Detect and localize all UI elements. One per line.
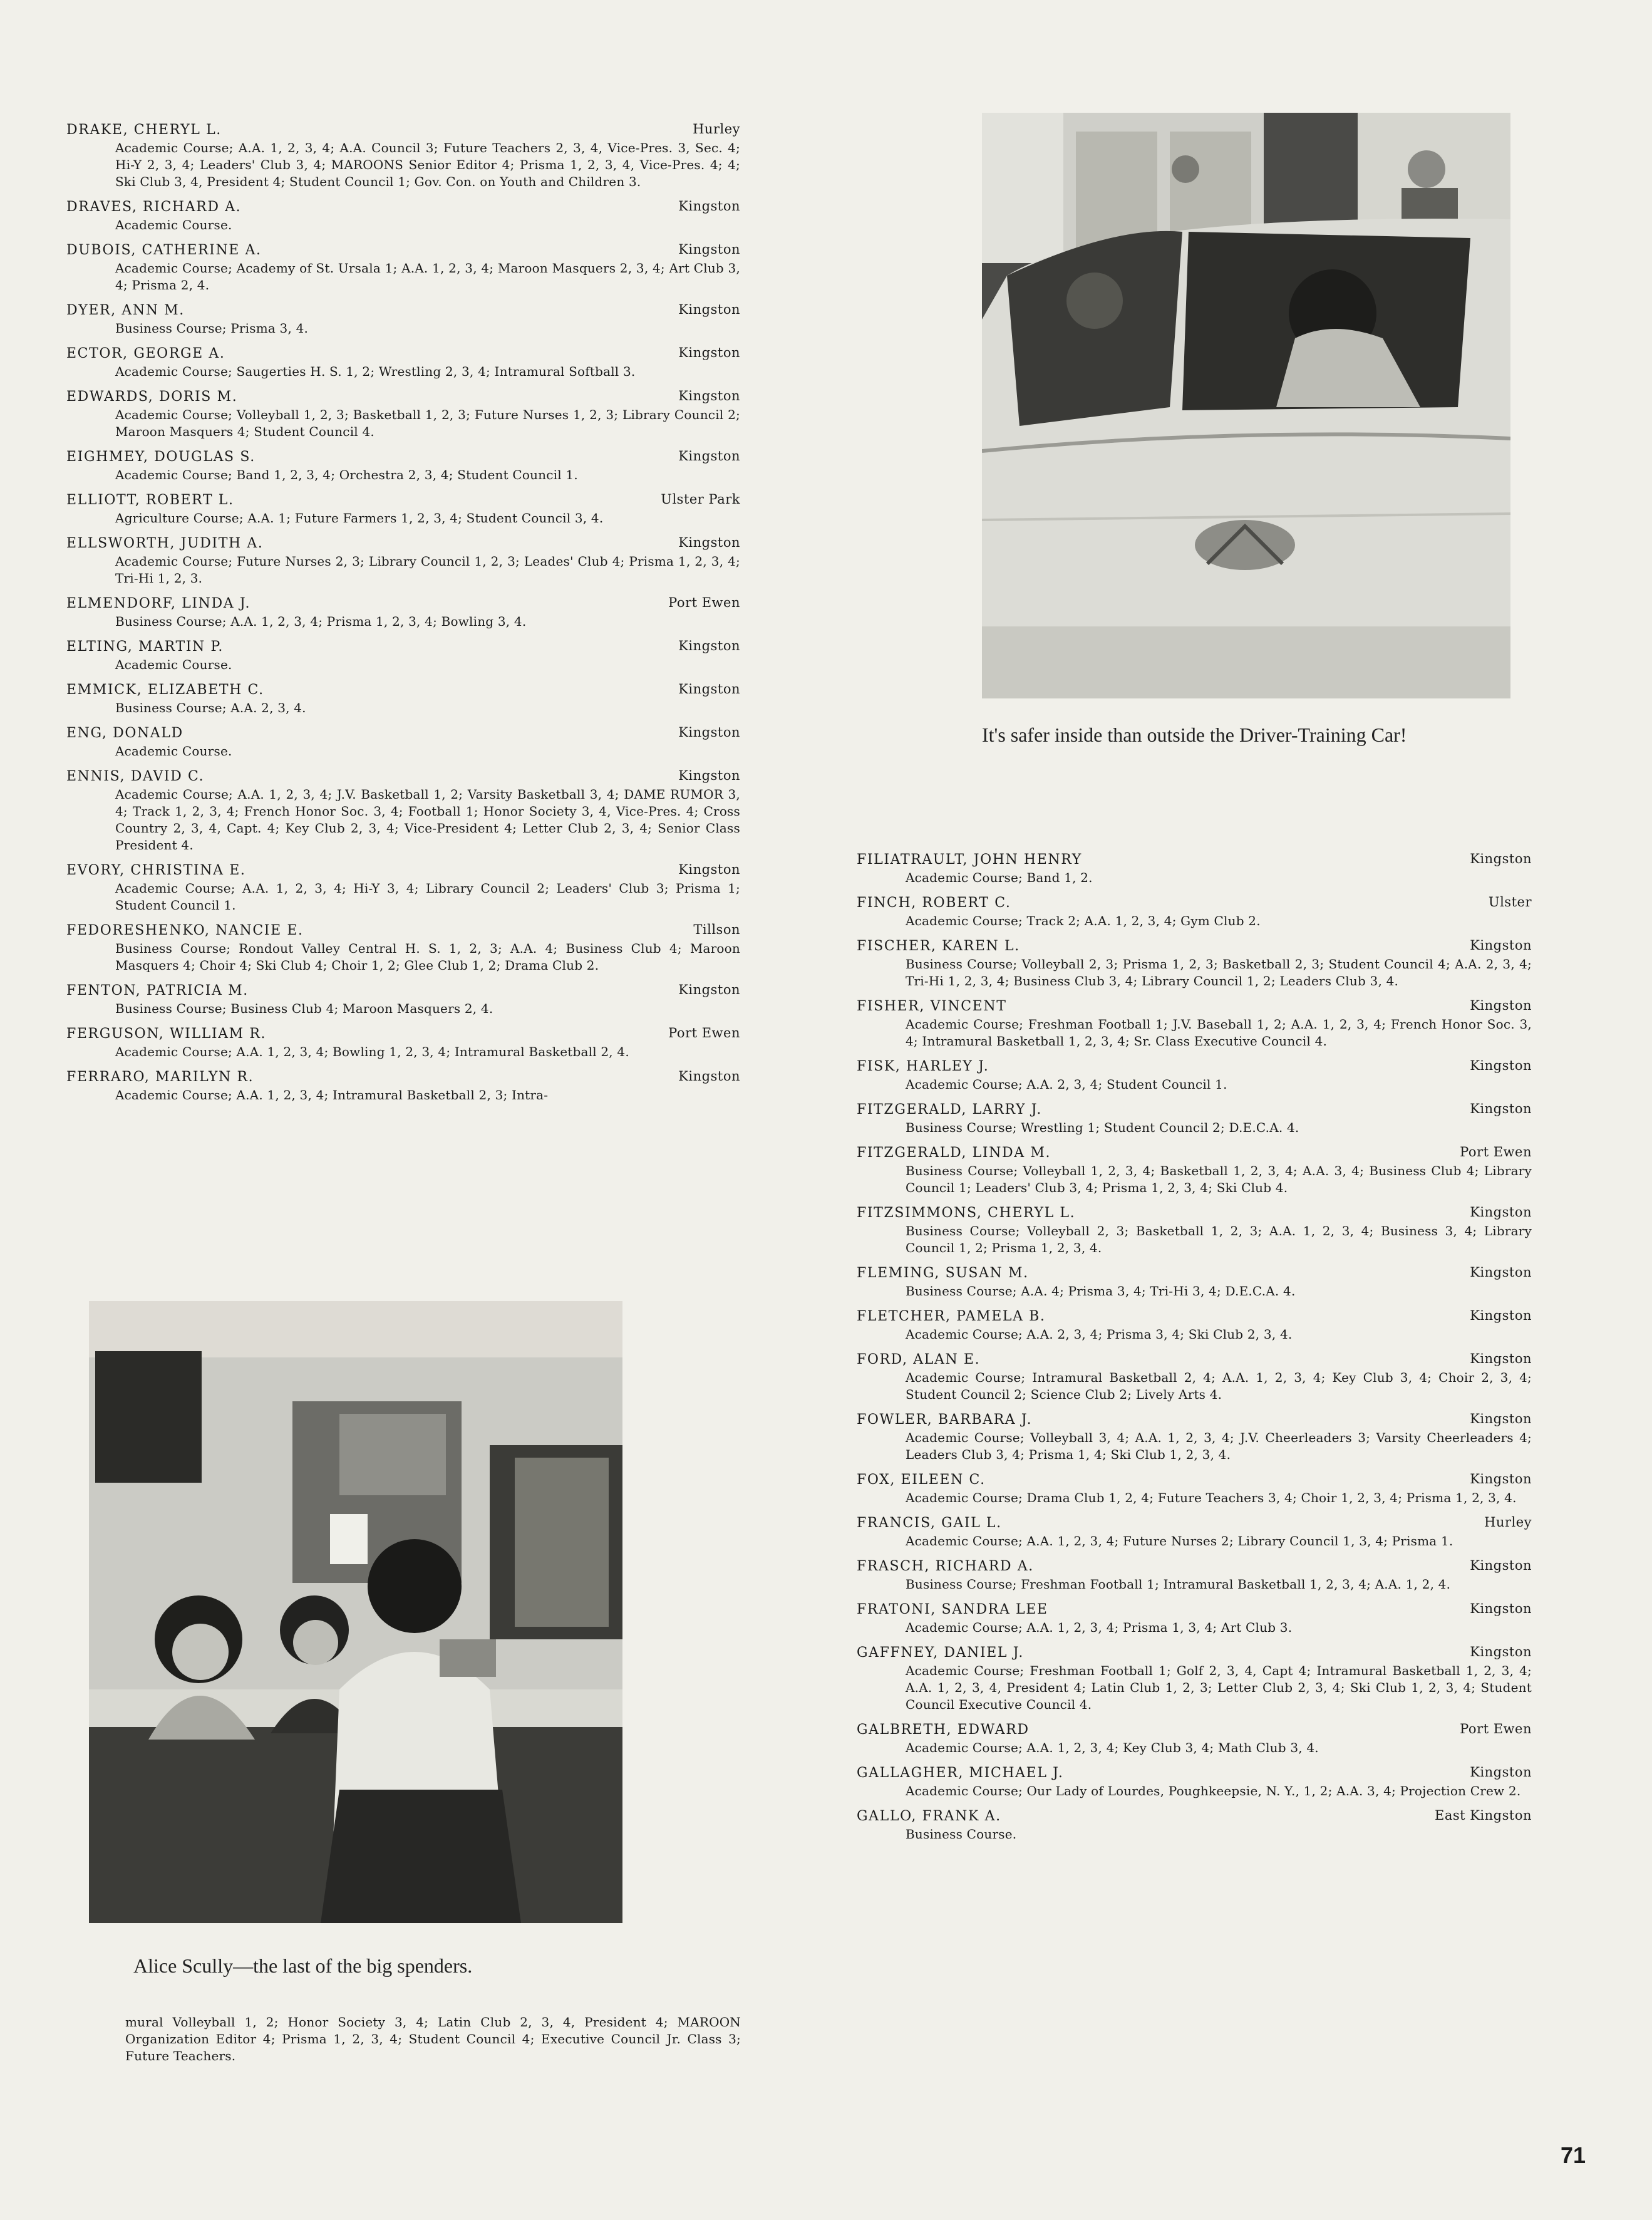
senior-activities: Academic Course; A.A. 1, 2, 3, 4; Key Club 3, 4; Math Club 3, 4.: [906, 1740, 1319, 1755]
senior-activities: Academic Course; A.A. 1, 2, 3, 4; Prisma 1, 3, 4; Art Club 3.: [906, 1620, 1293, 1635]
senior-entry: [66, 345, 740, 380]
senior-entry: [66, 241, 740, 294]
senior-entry: [857, 1307, 1532, 1343]
senior-entry: [66, 491, 740, 527]
senior-activities: Business Course; Volleyball 1, 2, 3, 4; Basketball 1, 2, 3, 4; A.A. 3, 4; Business Club 4; Library Council 1; Leaders' Club 3, 4; Prisma 1, 2, 3, 4; Ski Club 4.: [906, 1163, 1532, 1195]
senior-entry: [66, 198, 740, 234]
page-number: 71: [1561, 2142, 1586, 2168]
senior-entry: [66, 121, 740, 190]
senior-hometown: Kingston: [678, 768, 740, 783]
senior-entry: [857, 1807, 1532, 1843]
senior-activities: Academic Course.: [115, 217, 232, 232]
senior-entry: [66, 388, 740, 440]
senior-entry: [857, 1471, 1532, 1507]
senior-activities: Business Course.: [906, 1827, 1017, 1842]
senior-activities: Agriculture Course; A.A. 1; Future Farmers 1, 2, 3, 4; Student Council 3, 4.: [115, 511, 604, 526]
senior-entry: [66, 767, 740, 854]
senior-name: FORD, ALAN E.: [857, 1352, 981, 1367]
senior-entry: [857, 1144, 1532, 1196]
senior-entry: [857, 1101, 1532, 1136]
senior-entry: [857, 1204, 1532, 1257]
senior-entry: [66, 638, 740, 673]
senior-name: FENTON, PATRICIA M.: [66, 983, 249, 998]
senior-name: GALBRETH, EDWARD: [857, 1722, 1030, 1738]
senior-entry: [857, 1264, 1532, 1300]
senior-name: ELLSWORTH, JUDITH A.: [66, 536, 264, 551]
senior-name: DUBOIS, CATHERINE A.: [66, 242, 262, 258]
senior-hometown: Kingston: [1470, 1058, 1532, 1073]
senior-name: FINCH, ROBERT C.: [857, 895, 1011, 911]
senior-name: EMMICK, ELIZABETH C.: [66, 682, 264, 698]
senior-activities: Academic Course; Saugerties H. S. 1, 2; Wrestling 2, 3, 4; Intramural Softball 3.: [115, 364, 636, 379]
senior-activities: Academic Course; Academy of St. Ursala 1; A.A. 1, 2, 3, 4; Maroon Masquers 2, 3, 4; Art Club 3, 4; Prisma 2, 4.: [115, 261, 740, 293]
senior-hometown: Kingston: [678, 535, 740, 550]
senior-name: DRAKE, CHERYL L.: [66, 122, 222, 138]
senior-hometown: East Kingston: [1435, 1808, 1532, 1823]
senior-activities: Business Course; A.A. 1, 2, 3, 4; Prisma 1, 2, 3, 4; Bowling 3, 4.: [115, 614, 527, 629]
senior-hometown: Kingston: [678, 682, 740, 697]
senior-entry: [66, 681, 740, 717]
senior-activities: Academic Course; A.A. 1, 2, 3, 4; Intramural Basketball 2, 3; Intra-: [115, 1087, 549, 1102]
senior-activities: Academic Course; A.A. 1, 2, 3, 4; Future Nurses 2; Library Council 1, 3, 4; Prisma 1.: [906, 1533, 1453, 1548]
senior-hometown: Kingston: [1470, 1411, 1532, 1426]
senior-hometown: Port Ewen: [668, 1025, 740, 1040]
senior-entry: [857, 851, 1532, 886]
senior-hometown: Kingston: [678, 242, 740, 257]
store-counter-photo: [89, 1301, 622, 1923]
senior-name: FLETCHER, PAMELA B.: [857, 1309, 1046, 1324]
senior-activities: Academic Course; Future Nurses 2, 3; Library Council 1, 2, 3; Leades' Club 4; Prisma 1, 2, 3, 4; Tri-Hi 1, 2, 3.: [115, 554, 740, 586]
senior-activities: Academic Course; A.A. 2, 3, 4; Student Council 1.: [906, 1077, 1227, 1092]
senior-name: FEDORESHENKO, NANCIE E.: [66, 923, 304, 938]
senior-entry: [857, 1600, 1532, 1636]
senior-entry: [857, 1644, 1532, 1713]
senior-activities: Business Course; Volleyball 2, 3; Prisma 1, 2, 3; Basketball 2, 3; Student Council 4; A.A. 2, 3, 4; Tri-Hi 1, 2, 3, 4; Business Club 3, 4; Library Council 1, 2; Leaders Club 3, 4.: [906, 957, 1532, 988]
senior-activities: Business Course; Business Club 4; Maroon Masquers 2, 4.: [115, 1001, 493, 1016]
senior-activities: Academic Course; Band 1, 2, 3, 4; Orchestra 2, 3, 4; Student Council 1.: [115, 467, 578, 482]
senior-entry: [857, 1351, 1532, 1403]
senior-activities: Business Course; A.A. 4; Prisma 3, 4; Tri-Hi 3, 4; D.E.C.A. 4.: [906, 1284, 1296, 1299]
senior-hometown: Kingston: [678, 638, 740, 653]
senior-name: FITZSIMMONS, CHERYL L.: [857, 1205, 1076, 1221]
senior-hometown: Kingston: [678, 199, 740, 214]
senior-entry: [66, 982, 740, 1017]
senior-name: ELMENDORF, LINDA J.: [66, 596, 251, 611]
senior-name: FISCHER, KAREN L.: [857, 938, 1020, 954]
senior-entry: [66, 301, 740, 337]
senior-entry: [66, 1025, 740, 1061]
senior-name: FOX, EILEEN C.: [857, 1472, 986, 1488]
senior-name: ECTOR, GEORGE A.: [66, 346, 225, 361]
senior-entry: [66, 1068, 740, 1104]
entries-right-column: [857, 851, 1532, 1850]
senior-entry: [66, 534, 740, 587]
senior-name: FERGUSON, WILLIAM R.: [66, 1026, 267, 1042]
senior-hometown: Port Ewen: [1460, 1144, 1532, 1159]
senior-hometown: Kingston: [1470, 1765, 1532, 1780]
senior-entry: [857, 1557, 1532, 1593]
senior-activities: Academic Course; Volleyball 3, 4; A.A. 1, 2, 3, 4; J.V. Cheerleaders 3; Varsity Cheerleaders 4; Leaders Club 3, 4; Prisma 1, 4; Ski Club 1, 2, 3, 4.: [906, 1430, 1532, 1462]
senior-entry: [857, 1057, 1532, 1093]
senior-activities: Academic Course; A.A. 1, 2, 3, 4; A.A. Council 3; Future Teachers 2, 3, 4, Vice-Pres. 3, Sec. 4; Hi-Y 2, 3, 4; Leaders' Club 3, 4; MAROONS Senior Editor 4; Prisma 1, 2, 3, 4, Vice-Pres. 4; 4; Ski Club 3, 4, President 4; Student Council 1; Gov. Con. on Youth and Children 3.: [115, 140, 740, 189]
senior-hometown: Kingston: [678, 449, 740, 464]
senior-hometown: Kingston: [1470, 1351, 1532, 1366]
senior-entry: [66, 921, 740, 974]
senior-hometown: Kingston: [1470, 1601, 1532, 1616]
senior-hometown: Kingston: [1470, 1558, 1532, 1573]
senior-hometown: Kingston: [1470, 1265, 1532, 1280]
senior-entry: [857, 1514, 1532, 1550]
senior-entry: [857, 997, 1532, 1050]
senior-name: GALLAGHER, MICHAEL J.: [857, 1765, 1064, 1781]
senior-hometown: Kingston: [1470, 1471, 1532, 1486]
driver-training-car-photo: [982, 113, 1510, 698]
senior-activities: Academic Course; Freshman Football 1; J.V. Baseball 1, 2; A.A. 1, 2, 3, 4; French Honor Soc. 3, 4; Intramural Basketball 1, 2, 3, 4; Sr. Class Executive Council 4.: [906, 1017, 1532, 1049]
senior-hometown: Port Ewen: [668, 595, 740, 610]
senior-activities: Academic Course; Our Lady of Lourdes, Poughkeepsie, N. Y., 1, 2; A.A. 3, 4; Projection Crew 2.: [906, 1783, 1521, 1798]
senior-hometown: Kingston: [1470, 1308, 1532, 1323]
counter-photo-illustration: [89, 1301, 622, 1923]
senior-activities: Academic Course; Intramural Basketball 2, 4; A.A. 1, 2, 3, 4; Key Club 3, 4; Choir 2, 3, 4; Student Council 2; Science Club 2; Lively Arts 4.: [906, 1370, 1532, 1402]
senior-name: FRASCH, RICHARD A.: [857, 1559, 1034, 1574]
senior-hometown: Kingston: [1470, 938, 1532, 953]
senior-activities: Business Course; A.A. 2, 3, 4.: [115, 700, 306, 715]
senior-activities: Academic Course; A.A. 1, 2, 3, 4; J.V. Basketball 1, 2; Varsity Basketball 3, 4; DAME RUMOR 3, 4; Track 1, 2, 3, 4; French Honor Soc. 3, 4; Football 1; Honor Society 3, 4, Vice-Pres. 4; Cross Country 2, 3, 4, Capt. 4; Key Club 2, 3, 4; Vice-President 4; Letter Club 2, 3, 4; Senior Class President 4.: [115, 787, 740, 853]
senior-name: FILIATRAULT, JOHN HENRY: [857, 852, 1082, 868]
car-photo-illustration: [982, 113, 1510, 698]
senior-name: FOWLER, BARBARA J.: [857, 1412, 1033, 1428]
senior-entry: [66, 594, 740, 630]
senior-activities: Academic Course; A.A. 1, 2, 3, 4; Hi-Y 3, 4; Library Council 2; Leaders' Club 3; Prisma 1; Student Council 1.: [115, 881, 740, 913]
senior-hometown: Hurley: [693, 122, 740, 137]
senior-entry: [66, 861, 740, 914]
senior-name: GALLO, FRANK A.: [857, 1808, 1001, 1824]
senior-name: ENNIS, DAVID C.: [66, 769, 205, 784]
senior-hometown: Kingston: [678, 345, 740, 360]
senior-name: FERRARO, MARILYN R.: [66, 1069, 254, 1085]
senior-name: FRATONI, SANDRA LEE: [857, 1602, 1048, 1617]
counter-photo-caption: Alice Scully—the last of the big spenders.: [133, 1954, 473, 1977]
senior-name: FITZGERALD, LINDA M.: [857, 1145, 1051, 1161]
senior-name: FRANCIS, GAIL L.: [857, 1515, 1002, 1531]
senior-name: ENG, DONALD: [66, 725, 183, 741]
senior-name: ELTING, MARTIN P.: [66, 639, 224, 655]
senior-name: FISHER, VINCENT: [857, 998, 1007, 1014]
senior-hometown: Kingston: [1470, 998, 1532, 1013]
senior-entry: [857, 894, 1532, 930]
senior-activities: Business Course; Prisma 3, 4.: [115, 321, 309, 336]
entries-left-column: [66, 121, 740, 1111]
senior-name: EIGHMEY, DOUGLAS S.: [66, 449, 256, 465]
senior-hometown: Ulster Park: [661, 492, 740, 507]
senior-activities: Academic Course.: [115, 744, 232, 759]
senior-name: GAFFNEY, DANIEL J.: [857, 1645, 1025, 1661]
car-photo-caption: It's safer inside than outside the Driver-Training Car!: [982, 724, 1407, 746]
senior-entry: [66, 724, 740, 760]
senior-activities: Business Course; Volleyball 2, 3; Basketball 1, 2, 3; A.A. 1, 2, 3, 4; Business 3, 4; Library Council 1, 2; Prisma 1, 2, 3, 4.: [906, 1223, 1532, 1255]
senior-name: FISK, HARLEY J.: [857, 1059, 989, 1074]
senior-entry: [857, 1411, 1532, 1463]
senior-activities: Academic Course; Volleyball 1, 2, 3; Basketball 1, 2, 3; Future Nurses 1, 2, 3; Library Council 2; Maroon Masquers 4; Student Council 4.: [115, 407, 740, 439]
senior-hometown: Hurley: [1484, 1515, 1532, 1530]
senior-entry: [857, 1721, 1532, 1756]
senior-hometown: Kingston: [678, 862, 740, 877]
senior-entry: [66, 448, 740, 484]
senior-hometown: Kingston: [678, 388, 740, 403]
senior-name: FLEMING, SUSAN M.: [857, 1265, 1029, 1281]
senior-activities: Academic Course; Band 1, 2.: [906, 870, 1093, 885]
senior-hometown: Kingston: [1470, 1205, 1532, 1220]
senior-name: DYER, ANN M.: [66, 303, 185, 318]
senior-hometown: Kingston: [678, 302, 740, 317]
senior-activities: Academic Course; Drama Club 1, 2, 4; Future Teachers 3, 4; Choir 1, 2, 3, 4; Prisma 1, 2, 3, 4.: [906, 1490, 1517, 1505]
senior-name: EVORY, CHRISTINA E.: [66, 863, 246, 878]
senior-activities: Business Course; Freshman Football 1; Intramural Basketball 1, 2, 3, 4; A.A. 1, 2, 4.: [906, 1577, 1451, 1592]
senior-entry: [857, 1764, 1532, 1800]
senior-activities: Academic Course; A.A. 2, 3, 4; Prisma 3, 4; Ski Club 2, 3, 4.: [906, 1327, 1293, 1342]
senior-name: ELLIOTT, ROBERT L.: [66, 492, 234, 508]
senior-hometown: Kingston: [678, 1069, 740, 1084]
ferraro-continuation-text: mural Volleyball 1, 2; Honor Society 3, 4; Latin Club 2, 3, 4, President 4; MAROON Organization Editor 4; Prisma 1, 2, 3, 4; Student Council 4; Executive Council Jr. Class 3; Future Teachers.: [125, 2015, 741, 2063]
senior-name: DRAVES, RICHARD A.: [66, 199, 242, 215]
senior-activities: Academic Course; Track 2; A.A. 1, 2, 3, 4; Gym Club 2.: [906, 913, 1261, 928]
senior-hometown: Ulster: [1488, 895, 1532, 910]
senior-activities: Business Course; Rondout Valley Central H. S. 1, 2, 3; A.A. 4; Business Club 4; Maroon Masquers 4; Choir 4; Ski Club 4; Choir 1, 2; Glee Club 1, 2; Drama Club 2.: [115, 941, 740, 973]
senior-activities: Academic Course.: [115, 657, 232, 672]
senior-name: FITZGERALD, LARRY J.: [857, 1102, 1043, 1118]
senior-activities: Academic Course; Freshman Football 1; Golf 2, 3, 4, Capt 4; Intramural Basketball 1, 2, 3, 4; A.A. 1, 2, 3, 4, President 4; Latin Club 1, 2, 3; Letter Club 2, 3, 4; Ski Club 1, 2, 3, 4; Student Council Executive Council 4.: [906, 1663, 1532, 1712]
senior-hometown: Tillson: [693, 922, 740, 937]
senior-activities: Business Course; Wrestling 1; Student Council 2; D.E.C.A. 4.: [906, 1120, 1299, 1135]
senior-hometown: Kingston: [1470, 1644, 1532, 1659]
senior-activities: Academic Course; A.A. 1, 2, 3, 4; Bowling 1, 2, 3, 4; Intramural Basketball 2, 4.: [115, 1044, 629, 1059]
senior-hometown: Kingston: [1470, 851, 1532, 866]
senior-entry: [857, 937, 1532, 990]
senior-hometown: Kingston: [678, 982, 740, 997]
senior-hometown: Kingston: [678, 725, 740, 740]
senior-hometown: Kingston: [1470, 1101, 1532, 1116]
senior-hometown: Port Ewen: [1460, 1721, 1532, 1736]
senior-name: EDWARDS, DORIS M.: [66, 389, 238, 405]
